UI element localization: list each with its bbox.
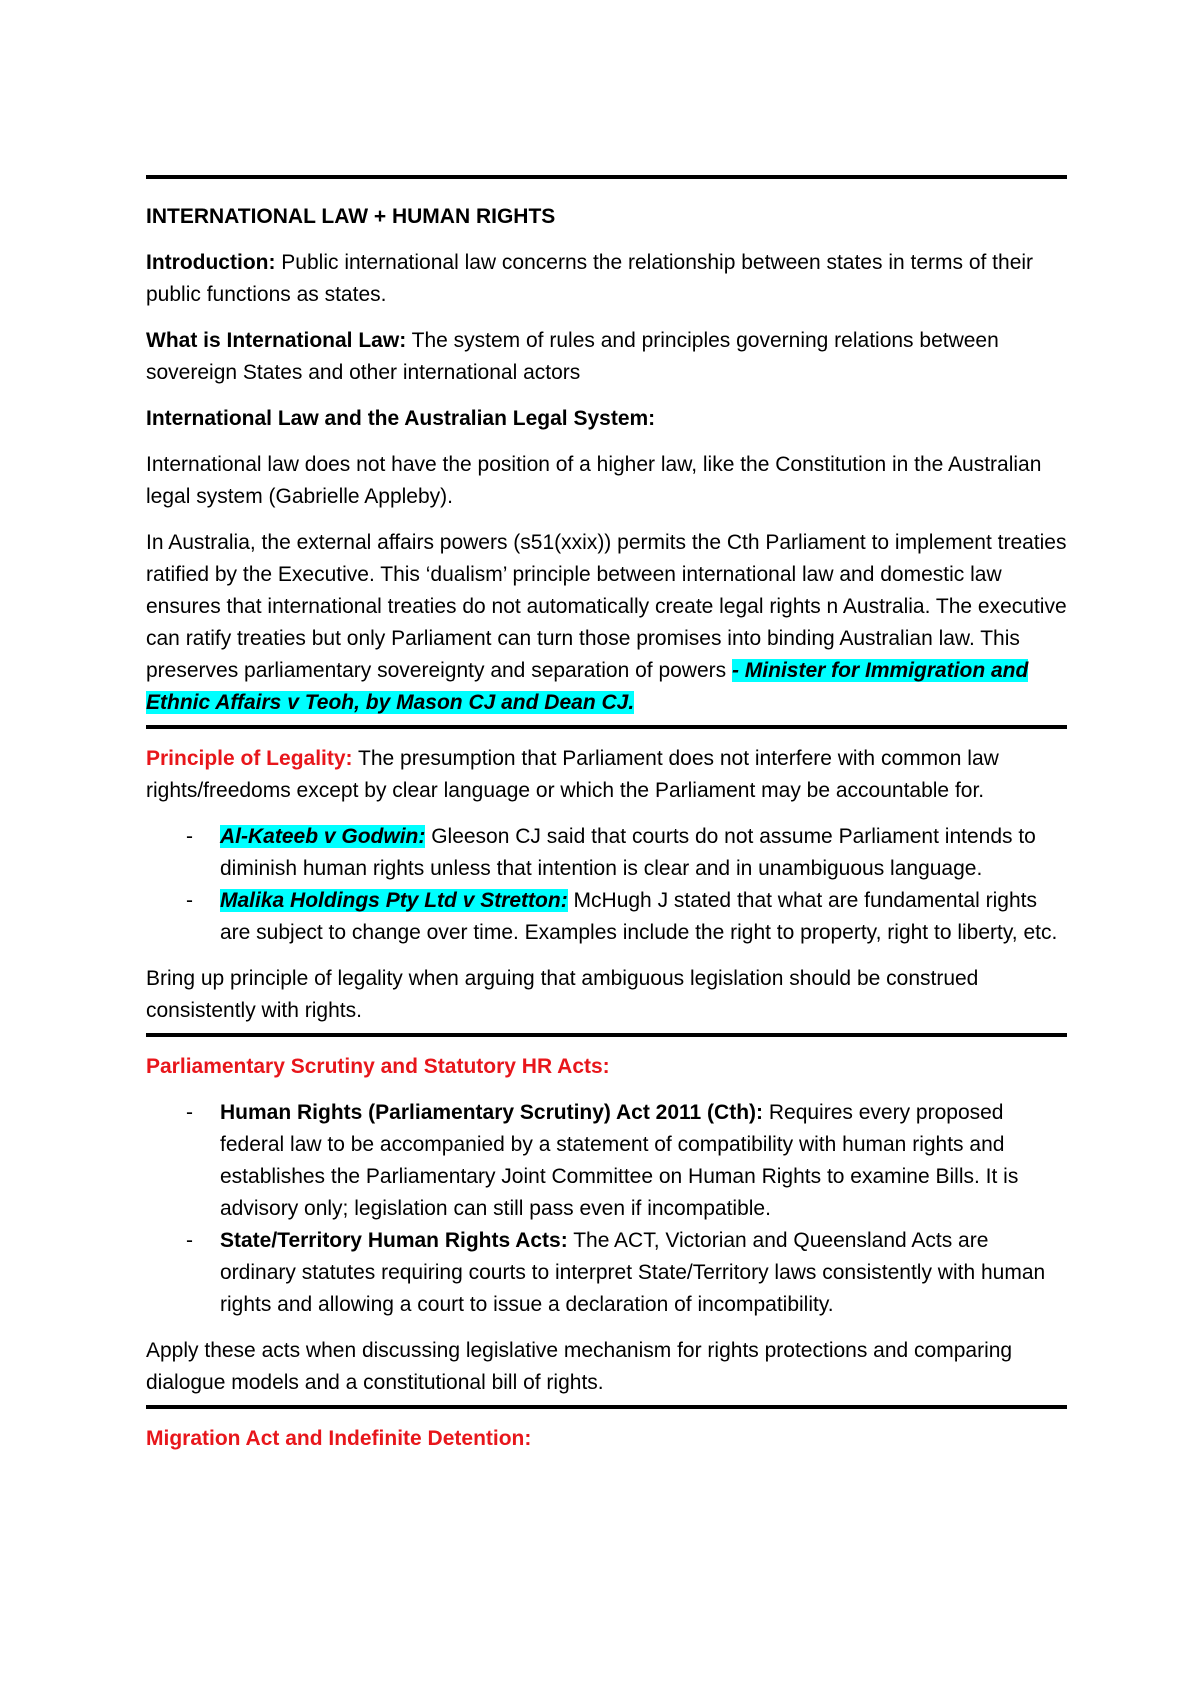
intro-text: Public international law concerns the relationship between states in terms of their public functions as states. bbox=[146, 251, 1034, 306]
list-item bbox=[146, 1225, 1067, 1321]
legality-paragraph bbox=[146, 743, 1067, 807]
list-item bbox=[146, 1097, 1067, 1225]
scrutiny-closing: Apply these acts when discussing legislative mechanism for rights protections and comparing dialogue models and a constitutional bill of rights. bbox=[146, 1339, 1013, 1394]
aus-paragraph-2-text: In Australia, the external affairs powers (s51(xxix)) permits the Cth Parliament to implement treaties ratified by the Executive. This ‘dualism’ principle between international law and domestic law ensures that international treaties do not automatically create legal rights n Australia. The executive can ratify treaties but only Parliament can turn those promises into binding Australian law. This preserves parliamentary sovereignty and separation of powers bbox=[146, 531, 1067, 682]
document-body bbox=[146, 175, 1067, 1469]
scrutiny-list bbox=[146, 1097, 1067, 1321]
legality-heading: Principle of Legality: bbox=[146, 747, 353, 770]
act-text: Requires every proposed federal law to be accompanied by a statement of compatibility with human rights and establishes the Parliamentary Joint Committee on Human Rights to examine Bills. It is advisory only; legislation can still pass even if incompatible. bbox=[220, 1101, 1019, 1220]
case-text: McHugh J stated that what are fundamental rights are subject to change over time. Examples include the right to property, right to liberty, etc. bbox=[220, 889, 1058, 944]
case-highlight: Malika Holdings Pty Ltd v Stretton: bbox=[220, 889, 568, 912]
section-rule-1 bbox=[146, 725, 1067, 729]
act-label: Human Rights (Parliamentary Scrutiny) Act 2011 (Cth): bbox=[220, 1101, 764, 1124]
aus-paragraph-1: International law does not have the position of a higher law, like the Constitution in the Australian legal system (Gabrielle Appleby). bbox=[146, 453, 1042, 508]
list-item bbox=[146, 821, 1067, 885]
document-title: INTERNATIONAL LAW + HUMAN RIGHTS bbox=[146, 205, 556, 228]
what-is-paragraph bbox=[146, 325, 1067, 389]
aus-heading-text: International Law and the Australian Legal System: bbox=[146, 407, 656, 430]
migration-heading bbox=[146, 1423, 1067, 1455]
legality-case-list bbox=[146, 821, 1067, 949]
scrutiny-heading bbox=[146, 1051, 1067, 1083]
aus-paragraph-2 bbox=[146, 527, 1067, 719]
section-rule-2 bbox=[146, 1033, 1067, 1037]
what-is-text: The system of rules and principles governing relations between sovereign States and other international actors bbox=[146, 329, 999, 384]
act-text: The ACT, Victorian and Queensland Acts are ordinary statutes requiring courts to interpret State/Territory laws consistently with human rights and allowing a court to issue a declaration of incompatibility. bbox=[220, 1229, 1046, 1316]
top-rule bbox=[146, 175, 1067, 179]
case-highlight: Al-Kateeb v Godwin: bbox=[220, 825, 426, 848]
scrutiny-heading-text: Parliamentary Scrutiny and Statutory HR Acts: bbox=[146, 1055, 610, 1078]
case-text: Gleeson CJ said that courts do not assume Parliament intends to diminish human rights unless that intention is clear and in unambiguous language. bbox=[220, 825, 1036, 880]
aus-heading bbox=[146, 403, 1067, 435]
legality-closing: Bring up principle of legality when arguing that ambiguous legislation should be construed consistently with rights. bbox=[146, 967, 979, 1022]
teoh-case-highlight: - Minister for Immigration and Ethnic Affairs v Teoh, by Mason CJ and Dean CJ. bbox=[146, 659, 1029, 714]
section-rule-3 bbox=[146, 1405, 1067, 1409]
legality-text: The presumption that Parliament does not interfere with common law rights/freedoms except by clear language or which the Parliament may be accountable for. bbox=[146, 747, 999, 802]
intro-label: Introduction: bbox=[146, 251, 276, 274]
migration-heading-text: Migration Act and Indefinite Detention: bbox=[146, 1427, 532, 1450]
intro-paragraph bbox=[146, 247, 1067, 311]
list-item bbox=[146, 885, 1067, 949]
what-is-label: What is International Law: bbox=[146, 329, 407, 352]
act-label: State/Territory Human Rights Acts: bbox=[220, 1229, 568, 1252]
